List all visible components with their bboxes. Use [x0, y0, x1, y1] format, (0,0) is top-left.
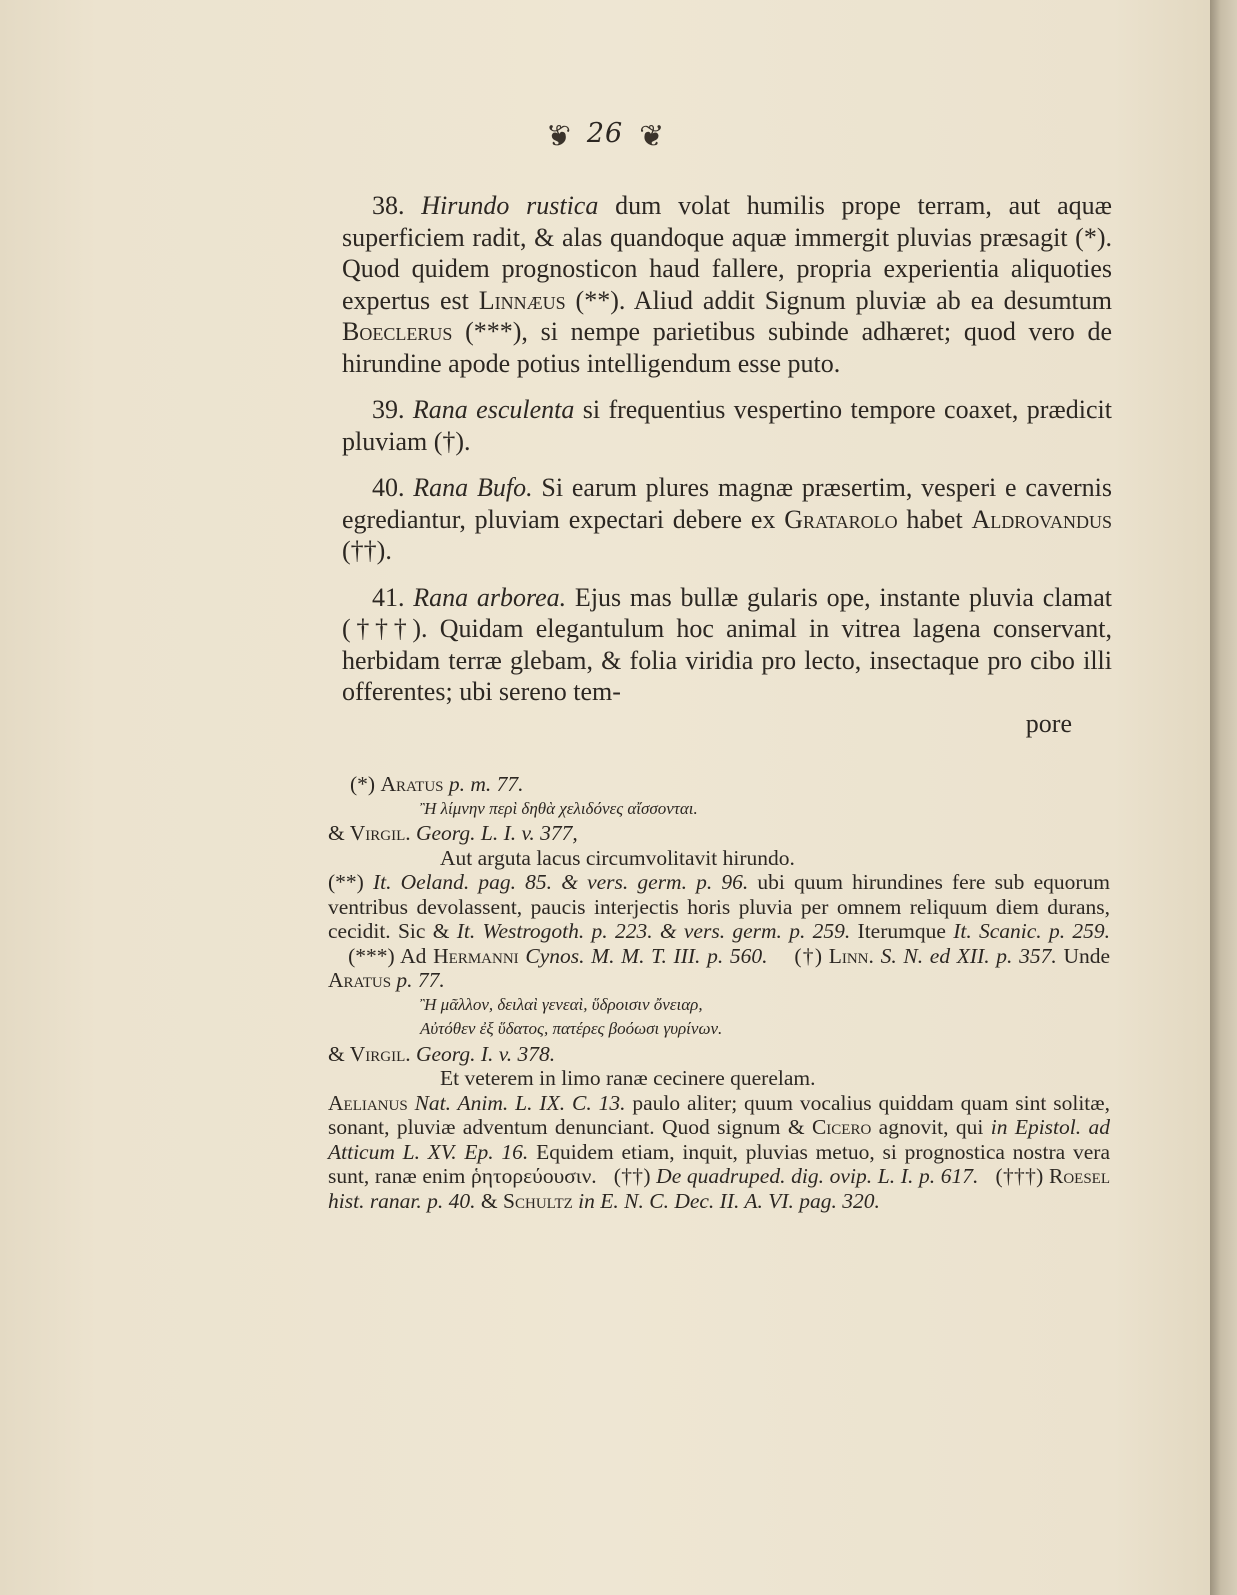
- paragraph-39: [342, 394, 1112, 457]
- footnote-mark: (†††): [995, 1164, 1044, 1188]
- citation: Georg. L. I. v. 377,: [410, 821, 578, 845]
- footnote-2: [328, 870, 1110, 993]
- footnote-text: Ad: [394, 943, 434, 968]
- footnote-text: Unde: [1056, 943, 1111, 968]
- page-number: 26: [586, 118, 624, 149]
- fleuron-left-icon: ❦: [544, 119, 571, 154]
- footnote-1-virgil: [328, 821, 1110, 846]
- verse-quote: Et veterem in limo ranæ cecinere querelam.: [440, 1066, 816, 1090]
- paragraph-41: [342, 582, 1112, 708]
- author-name: Gratarolo: [784, 504, 898, 534]
- paragraph-38: [342, 190, 1112, 379]
- author-name: Hermanni: [433, 943, 519, 968]
- footnote-mark: (**): [328, 870, 364, 894]
- footnote-text: paulo aliter; quum vocalius quiddam quam sint solitæ, sonant, pluviæ adventum denunciant. Quod signum &: [328, 1090, 1110, 1139]
- footnote-text: Iterumque: [850, 919, 954, 943]
- citation: It. Oeland. pag. 85. & vers. germ. p. 96.: [363, 870, 749, 894]
- footnote-text: ubi quum hirundines fere sub equorum ventribus devolassent, paucis interjectis horis pluvia per omnem reliquum diem durans, cecidit. Sic &: [328, 870, 1110, 943]
- page-header: [0, 118, 1210, 154]
- citation: De quadruped. dig. ovip. L. I. p. 617.: [650, 1164, 979, 1188]
- author-name: Aldrovandus: [971, 504, 1112, 534]
- author-name: & Virgil.: [328, 1041, 411, 1066]
- greek-verse: Αὐτόθεν ἐξ ὕδατος, πατέρες βοόωσι γυρίνων.: [420, 1019, 723, 1038]
- author-name: & Virgil.: [328, 821, 411, 845]
- author-name: Roesel: [1049, 1164, 1111, 1188]
- author-name: Aratus: [328, 968, 392, 992]
- paragraph-number: 38.: [372, 191, 405, 220]
- author-name: Boeclerus: [342, 317, 453, 346]
- footnote-4-aelianus: [328, 1091, 1110, 1214]
- page-edge: [1210, 0, 1237, 1595]
- paragraph-number: 40.: [372, 473, 405, 502]
- species-name: Rana arborea.: [413, 582, 567, 612]
- citation: hist. ranar. p. 40.: [328, 1188, 476, 1213]
- paragraph-text: (††).: [342, 536, 392, 565]
- citation: p. m. 77.: [443, 772, 524, 796]
- citation: S. N. ed XII. p. 357.: [873, 943, 1057, 968]
- author-name: Aelianus: [328, 1090, 408, 1115]
- footnote-mark: (***): [348, 943, 395, 968]
- footnote-text: agnovit, qui: [871, 1115, 991, 1139]
- paragraph-text: habet: [897, 504, 972, 534]
- species-name: Hirundo rustica: [421, 191, 599, 220]
- citation: in Epistol. ad Atticum L. XV. Ep. 16.: [328, 1115, 1110, 1164]
- citation: p. 77.: [391, 968, 445, 992]
- citation: It. Scanic. p. 259.: [953, 919, 1110, 943]
- citation: It. Westrogoth. p. 223. & vers. germ. p. 259.: [456, 919, 851, 943]
- author-name: Linn.: [828, 943, 874, 968]
- paragraph-number: 41.: [372, 582, 405, 612]
- citation: in E. N. C. Dec. II. A. VI. pag. 320.: [572, 1188, 880, 1213]
- greek-verse: Ἢ λίμνην περὶ δηθὰ χελιδόνες αἴσσονται.: [420, 798, 698, 818]
- paragraph-text: Ejus mas bullæ gularis ope, instante pluvia clamat (†††). Quidam elegantulum hoc animal in vitrea lagena conservant, herbidam terræ glebam, & folia viridia pro lecto, insectaque pro cibo illi offerentes; ubi sereno tem-: [342, 582, 1112, 706]
- paragraph-text: Si earum plures magnæ præsertim, vesperi e cavernis egrediantur, pluviam expectari debere ex: [342, 473, 1112, 534]
- author-name: Schultz: [503, 1188, 573, 1213]
- footnote-mark: (††): [613, 1164, 651, 1188]
- footnote-mark: (*): [350, 772, 376, 796]
- paragraph-text: (**). Aliud addit Signum pluviæ ab ea desumtum: [565, 285, 1112, 315]
- paragraph-number: 39.: [372, 395, 405, 424]
- paragraph-text: (***), si nempe parietibus subinde adhæret; quod vero de hirundine apode potius intelligendum esse puto.: [342, 317, 1112, 378]
- author-name: Linnæus: [478, 285, 566, 315]
- paragraph-text: si frequentius vespertino tempore coaxet, prædicit pluviam (†).: [342, 395, 1112, 456]
- citation: Georg. I. v. 378.: [410, 1041, 556, 1066]
- citation: Nat. Anim. L. IX. C. 13.: [407, 1090, 626, 1115]
- citation: Cynos. M. M. T. III. p. 560.: [518, 943, 768, 968]
- footnote-4-virgil: [328, 1042, 1110, 1067]
- main-text: [342, 190, 1112, 739]
- footnotes: [328, 772, 1110, 1213]
- footnote-text: &: [475, 1188, 504, 1213]
- fleuron-right-icon: ❦: [639, 119, 666, 154]
- footnote-text: Equidem etiam, inquit, pluvias metuo, si prognostica nostra vera sunt, ranæ enim ῥητορεύουσιν.: [328, 1139, 1110, 1188]
- author-name: Cicero: [811, 1115, 872, 1139]
- verse-quote: Aut arguta lacus circumvolitavit hirundo.: [440, 845, 795, 870]
- footnote-mark: (†): [794, 943, 823, 968]
- catchword: pore: [1025, 708, 1072, 738]
- species-name: Rana Bufo.: [413, 473, 533, 502]
- paragraph-40: [342, 472, 1112, 567]
- species-name: Rana esculenta: [412, 395, 575, 424]
- footnote-1: [328, 772, 1110, 797]
- paragraph-text: dum volat humilis prope terram, aut aquæ superficiem radit, & alas quandoque aquæ immergit pluvias præsagit (*). Quod quidem prognosticon haud fallere, propria experientia aliquoties expertus est: [342, 191, 1112, 315]
- greek-verse: Ἢ μᾶλλον, δειλαὶ γενεαὶ, ὕδροισιν ὄνειαρ,: [420, 994, 703, 1014]
- author-name: Aratus: [380, 772, 444, 796]
